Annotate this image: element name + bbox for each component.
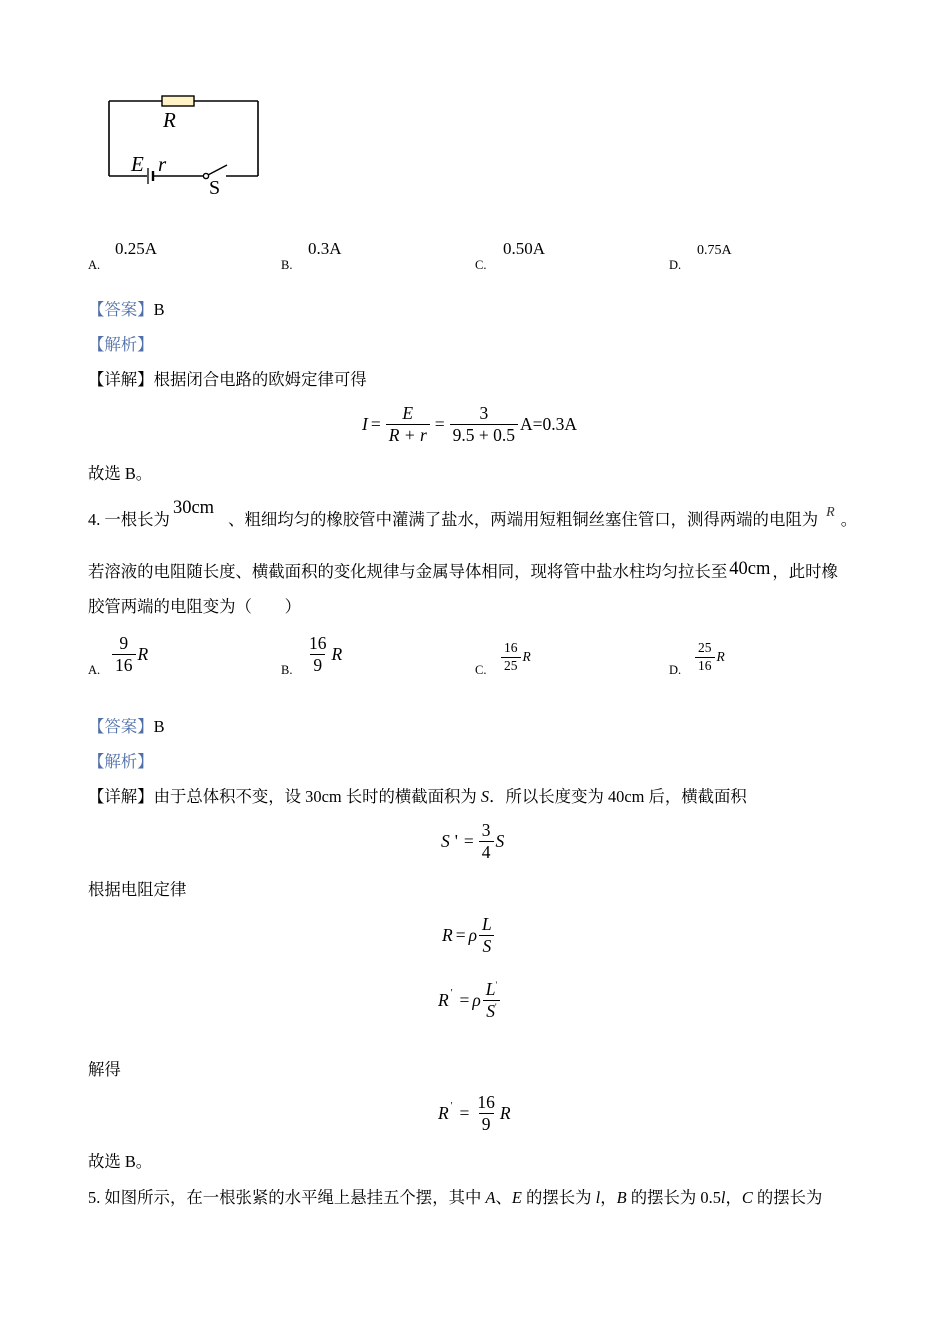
q3-ohm-formula bbox=[362, 394, 577, 454]
q4-stem-line-1 bbox=[88, 498, 858, 531]
option-variable: R bbox=[137, 643, 149, 664]
detail-tag: 【详解】 bbox=[88, 370, 154, 389]
fraction-numerator: 16 bbox=[477, 1091, 495, 1112]
length-symbol: l bbox=[720, 1188, 726, 1207]
fraction-denominator: 4 bbox=[479, 841, 494, 863]
q4-new-resistance-formula bbox=[438, 970, 502, 1030]
detail-text: 根据闭合电路的欧姆定律可得 bbox=[153, 370, 367, 389]
q4-length-value: 30cm bbox=[172, 498, 215, 518]
option-fraction bbox=[695, 640, 715, 673]
prime-mark: ' bbox=[495, 979, 498, 990]
switch-label: S bbox=[209, 177, 221, 199]
q4-option-a-label: A. bbox=[88, 663, 101, 677]
formula-equals: = bbox=[434, 413, 445, 434]
law-text: 根据电阻定律 bbox=[88, 880, 187, 899]
q4-line2-prefix: 若溶液的电阻随长度、横截面积的变化规律与金属导体相同，现将管中盐水柱均匀拉长至 bbox=[88, 562, 728, 581]
q3-option-c-value: 0.50A bbox=[503, 239, 546, 258]
fraction-denominator: 25 bbox=[501, 657, 521, 674]
option-fraction bbox=[501, 640, 521, 673]
q4-analysis-line bbox=[88, 751, 154, 773]
battery-symbol bbox=[148, 168, 153, 184]
fraction-numerator: E bbox=[402, 402, 414, 423]
q3-option-a-value: 0.25A bbox=[115, 239, 158, 258]
q5-text: ， bbox=[600, 1188, 617, 1207]
q4-resistance-symbol: R bbox=[826, 505, 835, 520]
formula-result: A=0.3A bbox=[520, 413, 578, 434]
formula-fraction bbox=[479, 820, 494, 863]
pendulum-c: C bbox=[741, 1188, 753, 1207]
fraction-denominator bbox=[483, 1000, 499, 1022]
formula-rhs: R bbox=[499, 1102, 511, 1123]
conclusion-text: 故选 B。 bbox=[88, 464, 153, 483]
formula-equals: = bbox=[463, 830, 474, 851]
formula-lhs: R bbox=[438, 1102, 449, 1123]
prime-mark: ' bbox=[450, 1100, 453, 1112]
q3-conclusion bbox=[88, 463, 152, 485]
option-variable: R bbox=[331, 643, 343, 664]
q3-option-c-label: C. bbox=[475, 258, 487, 272]
numerator-symbol: L bbox=[485, 978, 496, 999]
formula-lhs: I bbox=[362, 413, 368, 434]
q4-stem-line-3 bbox=[88, 596, 301, 618]
q5-text: 的摆长为 bbox=[752, 1188, 823, 1207]
detail-text: 由于总体积不变，设 30cm 长时的横截面积为 bbox=[153, 787, 481, 806]
answer-tag: 【答案】 bbox=[88, 717, 154, 736]
detail-tag: 【详解】 bbox=[88, 787, 154, 806]
formula-fraction-1 bbox=[386, 403, 430, 446]
formula-equals: = bbox=[370, 413, 381, 434]
q4-prefix: 4. 一根长为 bbox=[88, 510, 170, 529]
fraction-denominator: 9.5 + 0.5 bbox=[450, 424, 518, 446]
q5-text: ， bbox=[725, 1188, 742, 1207]
formula-fraction bbox=[483, 979, 500, 1022]
q4-option-b-value bbox=[304, 624, 342, 684]
fraction-denominator: 9 bbox=[310, 654, 325, 676]
answer-tag: 【答案】 bbox=[88, 300, 154, 319]
option-variable: R bbox=[716, 649, 725, 664]
fraction-denominator: 16 bbox=[695, 657, 715, 674]
prime-mark: ' bbox=[450, 987, 453, 999]
formula-lhs: R bbox=[438, 989, 449, 1010]
formula-equals: = bbox=[459, 989, 470, 1010]
q4-conclusion bbox=[88, 1151, 152, 1173]
q4-resistance-law-formula bbox=[442, 905, 497, 965]
conclusion-text: 故选 B。 bbox=[88, 1152, 153, 1171]
internal-resistance-label: r bbox=[158, 152, 167, 176]
q5-text: 的摆长为 bbox=[521, 1188, 596, 1207]
resistor-label: R bbox=[163, 108, 176, 132]
fraction-denominator: 9 bbox=[479, 1113, 494, 1135]
option-variable: R bbox=[522, 649, 531, 664]
q4-area-formula bbox=[441, 811, 504, 871]
fraction-numerator: 9 bbox=[119, 632, 129, 653]
q4-option-d-value bbox=[693, 627, 725, 687]
q4-line2-suffix: ，此时橡 bbox=[772, 562, 838, 581]
formula-fraction bbox=[474, 1092, 498, 1135]
fraction-numerator: L bbox=[481, 913, 492, 934]
q4-middle: 、粗细均匀的橡胶管中灌满了盐水，两端用短粗铜丝塞住管口，测得两端的电阻为 bbox=[228, 510, 819, 529]
formula-equals: = bbox=[455, 924, 466, 945]
analysis-tag: 【解析】 bbox=[88, 335, 154, 354]
fraction-numerator: 16 bbox=[504, 640, 518, 656]
area-symbol: S bbox=[480, 787, 490, 806]
q3-option-d-label: D. bbox=[669, 258, 682, 272]
answer-value: B bbox=[153, 717, 165, 736]
q4-detail-line bbox=[88, 786, 747, 808]
fraction-numerator: 25 bbox=[698, 640, 712, 656]
q3-option-a-label: A. bbox=[88, 258, 101, 272]
q3-option-b-label: B. bbox=[281, 258, 293, 272]
q5-text: 5. 如图所示，在一根张紧的水平绳上悬挂五个摆，其中 bbox=[88, 1188, 486, 1207]
fraction-numerator: 16 bbox=[309, 632, 327, 653]
resistor-symbol bbox=[162, 96, 194, 106]
length-symbol: l bbox=[595, 1188, 601, 1207]
fraction-numerator bbox=[483, 979, 500, 1000]
q4-option-a-value bbox=[110, 624, 148, 684]
fraction-numerator: 3 bbox=[479, 402, 489, 423]
q5-stem-line-1 bbox=[88, 1187, 822, 1209]
q4-option-c-value bbox=[499, 627, 531, 687]
q4-stem-line-2 bbox=[88, 561, 838, 583]
resistivity-symbol: ρ bbox=[468, 924, 477, 945]
formula-lhs: R bbox=[442, 924, 453, 945]
q5-text: 、 bbox=[495, 1188, 512, 1207]
fraction-numerator: 3 bbox=[481, 819, 491, 840]
formula-lhs: S bbox=[441, 830, 450, 851]
q4-new-length-value: 40cm bbox=[729, 559, 771, 579]
q3-detail-line bbox=[88, 369, 367, 391]
fraction-denominator: R + r bbox=[386, 424, 430, 446]
pendulum-a: A bbox=[485, 1188, 496, 1207]
formula-fraction bbox=[479, 914, 495, 957]
q4-line3: 胶管两端的电阻变为（ ） bbox=[88, 597, 302, 616]
q3-answer-line bbox=[88, 299, 165, 321]
formula-rhs: S bbox=[495, 830, 505, 851]
pendulum-b: B bbox=[616, 1188, 627, 1207]
q4-result-formula bbox=[438, 1083, 511, 1143]
denominator-symbol: S bbox=[486, 1000, 496, 1021]
q4-solve-line bbox=[88, 1059, 121, 1081]
q4-option-b-label: B. bbox=[281, 663, 293, 677]
prime-mark: ' bbox=[495, 1001, 497, 1012]
answer-value: B bbox=[153, 300, 165, 319]
fraction-denominator: S bbox=[479, 935, 494, 957]
q3-analysis-line bbox=[88, 334, 154, 356]
q4-end: 。 bbox=[840, 510, 858, 529]
solve-text: 解得 bbox=[88, 1060, 121, 1079]
resistivity-symbol: ρ bbox=[472, 989, 481, 1010]
q4-law-line bbox=[88, 879, 186, 901]
q4-option-c-label: C. bbox=[475, 663, 487, 677]
q4-option-d-label: D. bbox=[669, 663, 682, 677]
fraction-denominator: 16 bbox=[112, 654, 136, 676]
circuit-diagram bbox=[0, 0, 300, 210]
detail-text: ．所以长度变为 40cm 后，横截面积 bbox=[489, 787, 747, 806]
pendulum-e: E bbox=[511, 1188, 522, 1207]
analysis-tag: 【解析】 bbox=[88, 752, 154, 771]
emf-label: E bbox=[131, 152, 144, 176]
q4-answer-line bbox=[88, 716, 165, 738]
option-fraction bbox=[306, 633, 330, 676]
q3-option-d-value: 0.75A bbox=[697, 243, 732, 258]
formula-equals: = bbox=[459, 1102, 470, 1123]
q3-option-b-value: 0.3A bbox=[308, 239, 342, 258]
formula-fraction-2 bbox=[450, 403, 518, 446]
q5-text: 的摆长为 0.5 bbox=[626, 1188, 721, 1207]
prime-mark: ' bbox=[454, 830, 458, 851]
option-fraction bbox=[112, 633, 136, 676]
